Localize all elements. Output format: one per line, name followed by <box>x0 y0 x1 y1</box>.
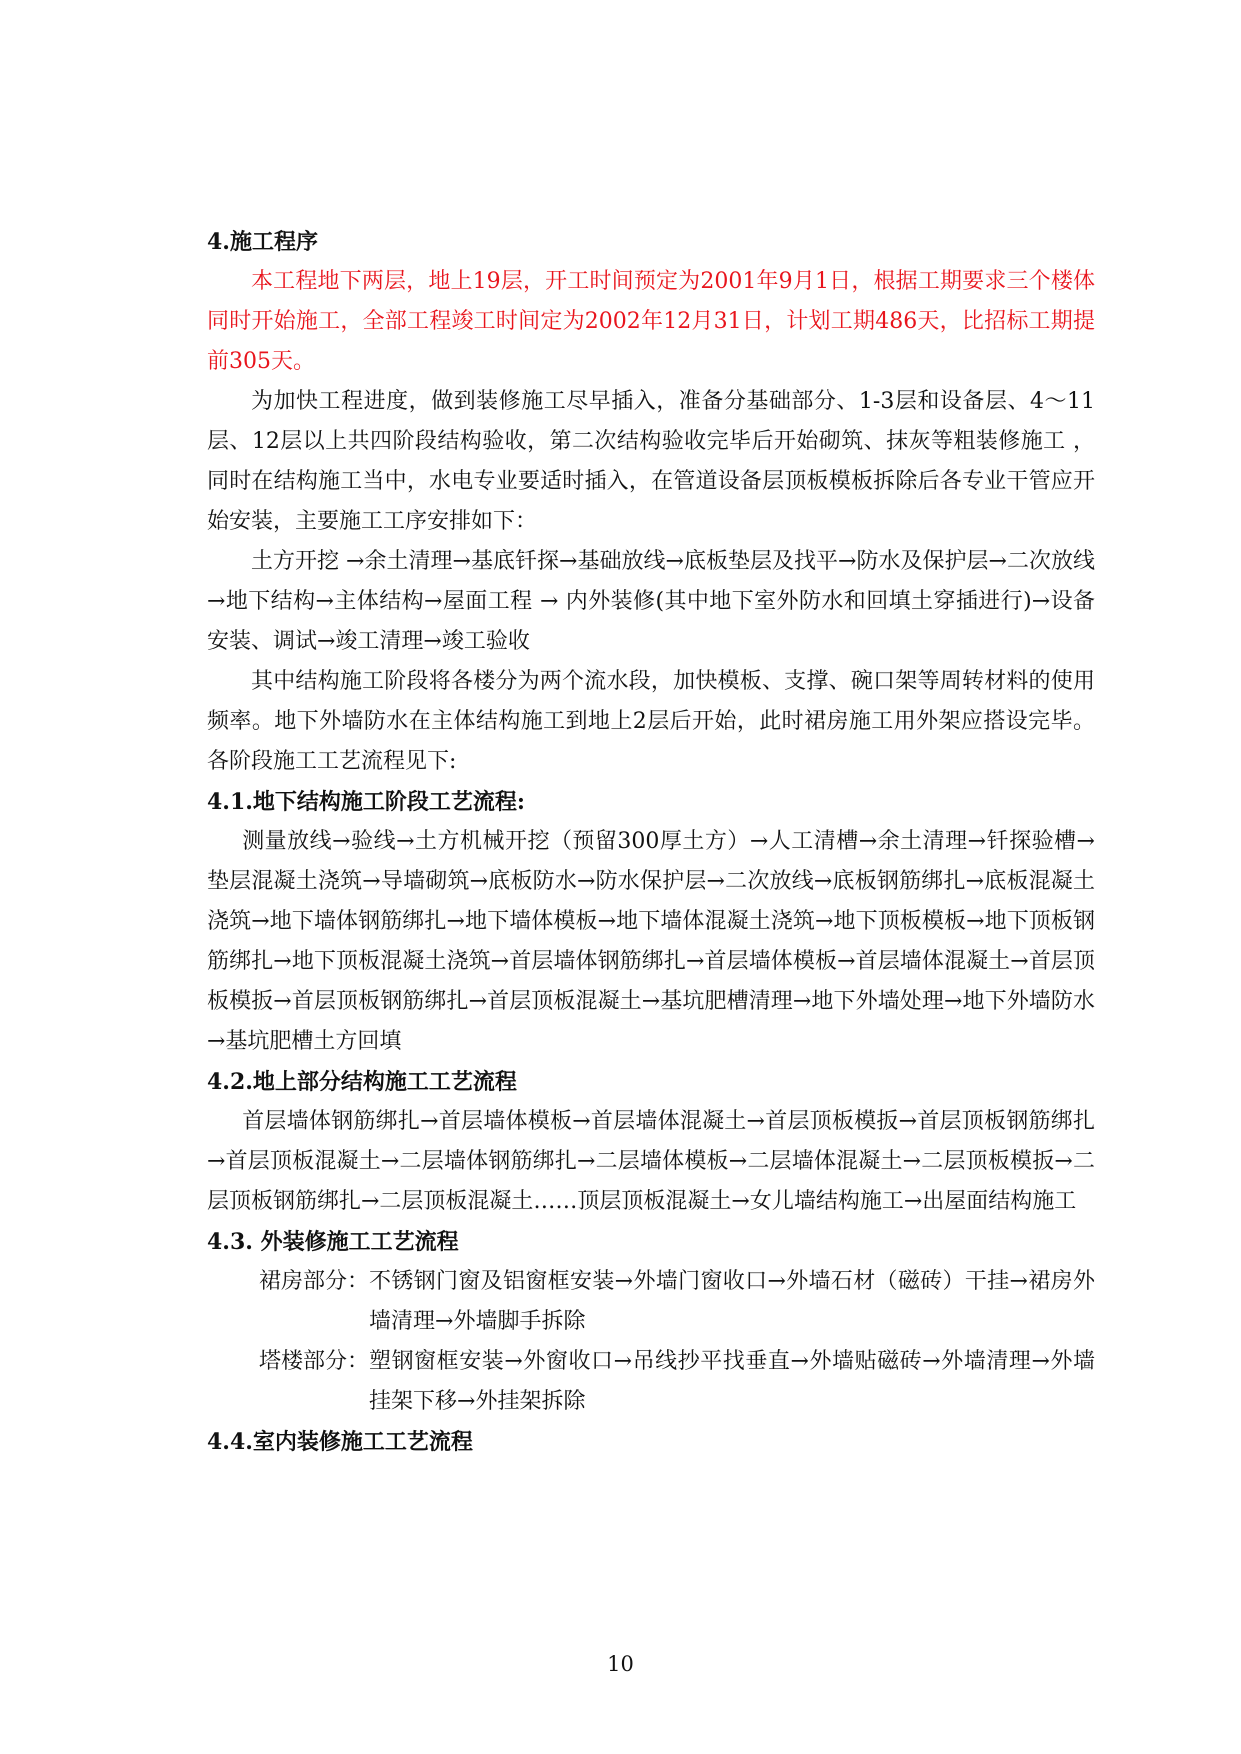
podium-flow-text: 不锈钢门窗及铝窗框安装→外墙门窗收口→外墙石材（磁砖）干挂→裙房外墙清理→外墙脚手拆除 <box>369 1269 1095 1334</box>
section-4-3-heading: 4.3. 外装修施工工艺流程 <box>207 1229 459 1255</box>
tower-label: 塔楼部分： <box>259 1349 370 1374</box>
podium-label: 裙房部分： <box>259 1269 370 1294</box>
aboveground-flow-paragraph: 首层墙体钢筋绑扎→首层墙体模板→首层墙体混凝土→首层顶板模扳→首层顶板钢筋绑扎→首层顶板混凝土→二层墙体钢筋绑扎→二层墙体模板→二层墙体混凝土→二层顶板模扳→二层顶板钢筋绑扎→二层顶板混凝土……顶层顶板混凝土→女儿墙结构施工→出屋面结构施工 <box>207 1109 1095 1214</box>
podium-flow-row <box>207 1262 1095 1342</box>
acceptance-paragraph: 为加快工程进度，做到装修施工尽早插入，准备分基础部分、1-3层和设备层、4～11层、12层以上共四阶段结构验收，第二次结构验收完毕后开始砌筑、抹灰等粗装修施工 ，同时在结构施工当中，水电专业要适时插入，在管道设备层顶板模板拆除后各专业干管应开始安装，主要施工工序安排如下： <box>207 389 1095 534</box>
main-process-paragraph: 土方开挖 →余土清理→基底钎探→基础放线→底板垫层及找平→防水及保护层→二次放线→地下结构→主体结构→屋面工程 → 内外装修(其中地下室外防水和回填土穿插进行)→设备安装、调试→竣工清理→竣工验收 <box>207 549 1095 654</box>
document-body <box>207 222 1095 1462</box>
flow-section-paragraph: 其中结构施工阶段将各楼分为两个流水段，加快模板、支撑、碗口架等周转材料的使用频率。地下外墙防水在主体结构施工到地上2层后开始，此时裙房施工用外架应搭设完毕。各阶段施工工艺流程见下: <box>207 669 1095 774</box>
section-4-heading: 4.施工程序 <box>207 229 318 255</box>
section-4-1-heading: 4.1.地下结构施工阶段工艺流程: <box>207 789 526 815</box>
page-number: 10 <box>607 1652 634 1676</box>
tower-flow-text: 塑钢窗框安装→外窗收口→吊线抄平找垂直→外墙贴磁砖→外墙清理→外墙挂架下移→外挂架拆除 <box>369 1349 1095 1414</box>
schedule-paragraph: 本工程地下两层，地上19层，开工时间预定为2001年9月1日，根据工期要求三个楼体同时开始施工，全部工程竣工时间定为2002年12月31日，计划工期486天，比招标工期提前305天。 <box>207 269 1095 374</box>
underground-flow-paragraph: 测量放线→验线→土方机械开挖（预留300厚土方）→人工清槽→余土清理→钎探验槽→垫层混凝土浇筑→导墙砌筑→底板防水→防水保护层→二次放线→底板钢筋绑扎→底板混凝土浇筑→地下墙体钢筋绑扎→地下墙体模板→地下墙体混凝土浇筑→地下顶板模板→地下顶板钢筋绑扎→地下顶板混凝土浇筑→首层墙体钢筋绑扎→首层墙体模板→首层墙体混凝土→首层顶板模扳→首层顶板钢筋绑扎→首层顶板混凝土→基坑肥槽清理→地下外墙处理→地下外墙防水→基坑肥槽土方回填 <box>207 829 1095 1054</box>
section-4-2-heading: 4.2.地上部分结构施工工艺流程 <box>207 1069 517 1095</box>
section-4-4-heading: 4.4.室内装修施工工艺流程 <box>207 1429 473 1455</box>
tower-flow-row <box>207 1342 1095 1422</box>
